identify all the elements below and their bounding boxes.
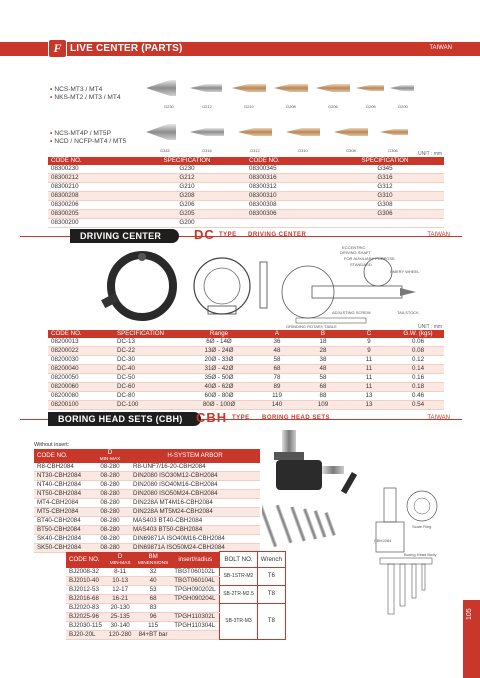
table-row: 08200060 DC-60 40Ø - 62Ø 89 68 11 0.18	[48, 383, 444, 392]
country-label: TAIWAN	[429, 45, 452, 51]
table-row: 08300230 G230 08300345 G345	[48, 165, 444, 174]
section-type-label: TYPE	[219, 232, 237, 238]
svg-text:G205: G205	[366, 104, 376, 109]
table-row: BT40-CBH2084 08-280 MAS403 BT40-CBH2084	[34, 517, 260, 526]
table-row: 08300210 G210 08300312 G312	[48, 183, 444, 192]
live-center-tips-illustration	[140, 60, 420, 160]
brand-logo: F	[48, 39, 67, 58]
page-number: 105	[466, 608, 473, 620]
svg-text:G230: G230	[164, 104, 174, 109]
svg-text:G306: G306	[388, 148, 398, 153]
svg-text:G208: G208	[286, 104, 296, 109]
section-country: TAIWAN	[427, 415, 450, 421]
svg-text:ECCENTRIC: ECCENTRIC	[342, 246, 366, 250]
table-row: SK50-CBH2084 08-280 DIN69871A ISO50M24-CBH2084	[34, 544, 260, 553]
table-header-row: CODE NO. D MIN-MAX BM MINENSIONS insert/radius BOLT NO. Wrench	[66, 552, 286, 568]
table-row: BT50-CBH2084 08-280 MAS403 BT50-CBH2084	[34, 526, 260, 535]
table-row: 08200080 DC-80 60Ø - 80Ø 119 88 13 0.46	[48, 392, 444, 401]
live-center-bullets-2: • NCS-MT4P / MT5P • NCD / NCFP-MT4 / MT5	[50, 130, 127, 145]
table-row: SK40-CBH2084 08-280 DIN69871A ISO40M16-CBH2084	[34, 535, 260, 544]
section-subtitle: DRIVING CENTER	[248, 232, 307, 238]
boring-bars-set	[262, 505, 336, 548]
table-row: BJ2025-96 25-135 96 TPGH110302L	[66, 612, 286, 621]
table-row: R8-CBH2084 08-280 R8-UNF7/16-20-CBH2084	[34, 463, 260, 472]
svg-text:G200: G200	[398, 104, 408, 109]
driving-ring-side-view	[260, 262, 267, 308]
table-row: MT5-CBH2084 08-280 DIN228A MT5M24-CBH2084	[34, 508, 260, 517]
diagram-label: Boring Head Body	[404, 552, 437, 557]
table-row: BJ2030-115 30-140 115 TPGH110304L	[66, 621, 286, 630]
section-type-label: TYPE	[232, 415, 250, 421]
boring-head-photo	[274, 430, 357, 494]
svg-text:FOR AUXILIARY PURPOSE: FOR AUXILIARY PURPOSE	[344, 256, 395, 261]
svg-text:G312: G312	[250, 148, 260, 153]
bolt-cell: SB-1STR-M2	[220, 568, 258, 586]
boring-bar-table	[66, 551, 286, 640]
wrench-cell: T8	[257, 585, 285, 603]
tip-row-1-labels	[164, 104, 409, 109]
svg-text:G316: G316	[202, 148, 212, 153]
diagram-labels	[286, 246, 420, 329]
table-row: 08300206 G206 08300308 G308	[48, 201, 444, 210]
live-center-table	[48, 157, 444, 228]
svg-text:STANDARD: STANDARD	[350, 262, 372, 267]
table-row: 08300208 G208 08300310 G310	[48, 192, 444, 201]
svg-text:GRINDING ROTARY TABLE: GRINDING ROTARY TABLE	[286, 324, 337, 329]
svg-text:G308: G308	[346, 148, 356, 153]
driving-center-table	[48, 330, 444, 410]
table-row: NT50-CBH2084 08-280 DIN2080 ISO50M24-CBH2084	[34, 490, 260, 499]
boring-head-section-header	[0, 412, 480, 427]
wrench-cell: T6	[257, 568, 285, 586]
driving-center-illustration	[100, 246, 430, 330]
table-header-row: CODE NO. D MIN-MAX H-SYSTEM ARBOR	[34, 449, 260, 463]
table-row: 08200100 DC-100 80Ø - 100Ø 140 109 13 0.54	[48, 401, 444, 410]
page-number-tab	[463, 600, 480, 678]
table-row: NT40-CBH2084 08-280 DIN2080 ISO40M16-CBH2084	[34, 481, 260, 490]
table-row: BJ2016-68 16-21 68 TPGH090204L	[66, 594, 286, 603]
table-row: BJ2008-32 8-11 32 TBGT060102L SB-1STR-M2 T6	[66, 568, 286, 577]
table-row: 08200013 DC-13 6Ø - 14Ø 36 18 9 0.06	[48, 338, 444, 347]
table-header-row: CODE NO. SPECIFICATION Range A B C G.W. (kgs)	[48, 330, 444, 338]
driving-center-section-header	[0, 229, 480, 244]
without-insert-note: Without insert:	[34, 442, 70, 448]
bolt-cell: SB-3TR-M3	[220, 603, 258, 639]
boring-head-arbor-table	[34, 449, 260, 553]
boring-head-illustration	[262, 430, 462, 630]
section-title: DRIVING CENTER	[70, 229, 179, 243]
driving-ring-drawing	[194, 258, 250, 314]
diagram-label: Scale Ring	[412, 524, 432, 529]
live-center-bullets-1: • NCS-MT3 / MT4 • NKS-MT2 / MT3 / MT4	[50, 86, 121, 101]
section-subtitle: BORING HEAD SETS	[262, 415, 331, 421]
table-header-row: CODE NO. SPECIFICATION CODE NO. SPECIFICATION	[48, 157, 444, 165]
table-row: BJ2010-40 10-13 40 TBGT060104L	[66, 576, 286, 585]
svg-text:EMERY WHEEL: EMERY WHEEL	[390, 269, 420, 274]
page-title: LIVE CENTER (PARTS)	[70, 43, 183, 54]
section-country: TAIWAN	[427, 232, 450, 238]
svg-text:G345: G345	[160, 148, 170, 153]
table-row: MT4-CBH2084 08-280 DIN228A MT4M16-CBH2084	[34, 499, 260, 508]
table-row: 08200040 DC-40 31Ø - 42Ø 68 48 11 0.14	[48, 365, 444, 374]
diagram-label: CBH2084	[374, 538, 392, 543]
svg-text:ADJUSTING SCREW: ADJUSTING SCREW	[332, 310, 371, 315]
live-center-unit: UNIT : mm	[418, 151, 443, 157]
header-bar	[0, 42, 480, 56]
table-row: 08200050 DC-50 35Ø - 50Ø 78 58 11 0.16	[48, 374, 444, 383]
table-row: 08300205 G205 08300306 G306	[48, 210, 444, 219]
svg-text:DRIVING SHAFT: DRIVING SHAFT	[340, 250, 371, 255]
svg-text:G212: G212	[202, 104, 212, 109]
driving-center-unit: UNIT : mm	[418, 324, 443, 330]
table-row: 08200022 DC-22 13Ø - 24Ø 48 28 9 0.08	[48, 347, 444, 356]
driving-ring-photo	[101, 253, 173, 317]
table-row: BJ20-20L 120-280 84+BT bar	[66, 630, 286, 639]
section-title: BORING HEAD SETS (CBH)	[48, 412, 201, 426]
svg-text:G210: G210	[244, 104, 254, 109]
section-code: DC	[194, 227, 215, 242]
table-row: 08300212 G212 08300316 G316	[48, 174, 444, 183]
svg-text:G310: G310	[298, 148, 308, 153]
table-row: 08300200 G200	[48, 219, 444, 228]
wrench-cell: T8	[257, 603, 285, 639]
table-row: NT30-CBH2084 08-280 DIN2080 ISO30M12-CBH2084	[34, 472, 260, 481]
tip-row-1	[146, 80, 414, 96]
table-row: BJ2020-83 20-130 83 SB-3TR-M3 T8	[66, 603, 286, 612]
section-code: CBH	[196, 410, 228, 425]
boring-head-drawing	[376, 488, 437, 614]
tip-row-2	[146, 124, 408, 140]
tip-row-2-labels	[160, 148, 399, 153]
bolt-cell: SB-2TR-M2.5	[220, 585, 258, 603]
svg-text:G206: G206	[328, 104, 338, 109]
svg-text:TAILSTOCK: TAILSTOCK	[397, 310, 419, 315]
table-row: 08200030 DC-30 20Ø - 33Ø 58 38 11 0.12	[48, 356, 444, 365]
table-row: BJ2012-53 12-17 53 TPGH090202L SB-2TR-M2.5 T8	[66, 585, 286, 594]
